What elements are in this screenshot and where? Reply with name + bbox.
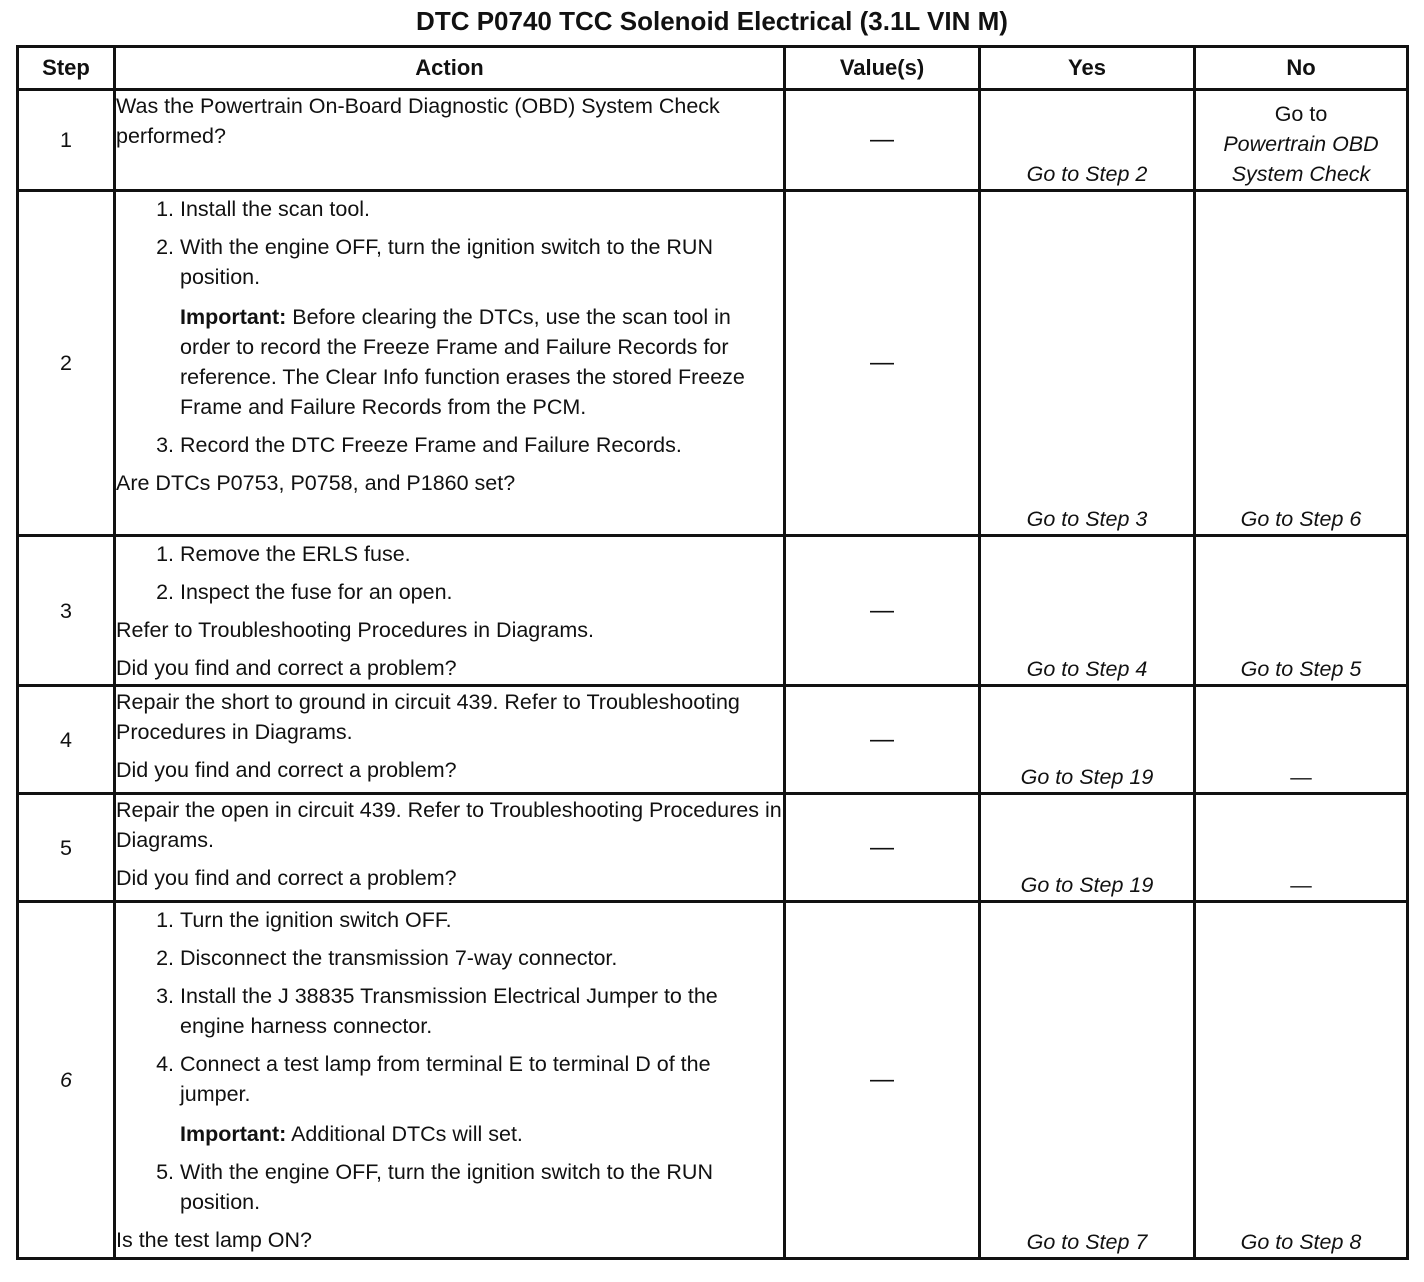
action-cell bbox=[115, 902, 785, 1259]
table-row bbox=[18, 191, 1408, 536]
list-item: 2. Disconnect the transmission 7-way connector. bbox=[180, 943, 783, 973]
header-action: Action bbox=[115, 47, 785, 90]
list-item: 2. Inspect the fuse for an open. bbox=[180, 577, 783, 607]
value-cell: — bbox=[785, 902, 980, 1259]
step-number: 3 bbox=[18, 536, 115, 686]
value-cell: — bbox=[785, 686, 980, 794]
yes-cell bbox=[980, 902, 1195, 1259]
yes-cell bbox=[980, 90, 1195, 191]
important-note bbox=[180, 302, 783, 422]
action-question: Did you find and correct a problem? bbox=[116, 656, 457, 680]
list-item: 2. With the engine OFF, turn the ignition switch to the RUN position. Important: Before clearing the DTCs, use the scan tool in order to record the Freeze Frame and Failure Records for reference. The Clear Info function erases the stored Freeze Frame and Failure Records from the PCM. bbox=[180, 232, 783, 422]
table-row bbox=[18, 90, 1408, 191]
value-cell: — bbox=[785, 794, 980, 902]
no-prefix: Go to bbox=[1274, 102, 1328, 126]
list-item: 3. Record the DTC Freeze Frame and Failure Records. bbox=[180, 430, 783, 460]
important-text: Before clearing the DTCs, use the scan tool in order to record the Freeze Frame and Failure Records for reference. The Clear Info function erases the stored Freeze Frame and Failure Records from the PCM. bbox=[180, 305, 745, 419]
action-question: Is the test lamp ON? bbox=[116, 1228, 312, 1252]
no-cell: — bbox=[1195, 686, 1408, 794]
list-item: 1. Install the scan tool. bbox=[180, 194, 783, 224]
action-list bbox=[116, 905, 783, 1217]
step-number: 5 bbox=[18, 794, 115, 902]
table-row bbox=[18, 686, 1408, 794]
header-no: No bbox=[1195, 47, 1408, 90]
action-cell bbox=[115, 191, 785, 536]
step-number: 4 bbox=[18, 686, 115, 794]
action-question: Are DTCs P0753, P0758, and P1860 set? bbox=[116, 471, 516, 495]
no-link[interactable]: Powertrain OBD System Check bbox=[1223, 132, 1379, 186]
yes-link[interactable]: Go to Step 7 bbox=[1026, 1230, 1148, 1254]
no-cell bbox=[1195, 191, 1408, 536]
value-cell: — bbox=[785, 191, 980, 536]
list-item: 5. With the engine OFF, turn the ignition switch to the RUN position. bbox=[180, 1157, 783, 1217]
yes-cell bbox=[980, 536, 1195, 686]
list-item: 1. Turn the ignition switch OFF. bbox=[180, 905, 783, 935]
important-label: Important: bbox=[180, 305, 287, 329]
header-yes: Yes bbox=[980, 47, 1195, 90]
value-cell: — bbox=[785, 536, 980, 686]
action-cell bbox=[115, 794, 785, 902]
refer-text: Refer to Troubleshooting Procedures in Diagrams. bbox=[116, 618, 595, 642]
yes-link[interactable]: Go to Step 3 bbox=[1026, 507, 1148, 531]
no-cell: — bbox=[1195, 794, 1408, 902]
table-row bbox=[18, 902, 1408, 1259]
step-number: 6 bbox=[18, 902, 115, 1259]
action-question: Did you find and correct a problem? bbox=[116, 866, 457, 890]
list-item: 4. Connect a test lamp from terminal E to terminal D of the jumper. Important: Additional DTCs will set. bbox=[180, 1049, 783, 1149]
step-number: 1 bbox=[18, 90, 115, 191]
no-cell bbox=[1195, 536, 1408, 686]
action-text: Repair the open in circuit 439. Refer to Troubleshooting Procedures in Diagrams. bbox=[116, 798, 782, 852]
action-text: Repair the short to ground in circuit 439. Refer to Troubleshooting Procedures in Diagrams. bbox=[116, 690, 740, 744]
action-cell bbox=[115, 536, 785, 686]
yes-cell bbox=[980, 686, 1195, 794]
table-row bbox=[18, 536, 1408, 686]
diagnostic-table bbox=[16, 45, 1409, 1260]
header-step: Step bbox=[18, 47, 115, 90]
important-text: Additional DTCs will set. bbox=[291, 1122, 523, 1146]
action-question: Did you find and correct a problem? bbox=[116, 758, 457, 782]
important-note bbox=[180, 1119, 783, 1149]
yes-link[interactable]: Go to Step 2 bbox=[1026, 162, 1148, 186]
yes-link[interactable]: Go to Step 19 bbox=[1020, 873, 1154, 897]
yes-link[interactable]: Go to Step 4 bbox=[1026, 657, 1148, 681]
no-cell bbox=[1195, 90, 1408, 191]
table-header-row bbox=[18, 47, 1408, 90]
action-cell bbox=[115, 686, 785, 794]
no-cell bbox=[1195, 902, 1408, 1259]
action-list bbox=[116, 194, 783, 460]
yes-cell bbox=[980, 191, 1195, 536]
no-link[interactable]: Go to Step 6 bbox=[1240, 507, 1362, 531]
list-item: 1. Remove the ERLS fuse. bbox=[180, 539, 783, 569]
value-cell: — bbox=[785, 90, 980, 191]
step-number: 2 bbox=[18, 191, 115, 536]
list-item: 3. Install the J 38835 Transmission Electrical Jumper to the engine harness connector. bbox=[180, 981, 783, 1041]
no-link[interactable]: Go to Step 8 bbox=[1240, 1230, 1362, 1254]
yes-link[interactable]: Go to Step 19 bbox=[1020, 765, 1154, 789]
action-cell bbox=[115, 90, 785, 191]
action-list bbox=[116, 539, 783, 607]
action-question: Was the Powertrain On-Board Diagnostic (OBD) System Check performed? bbox=[116, 94, 720, 148]
no-link[interactable]: Go to Step 5 bbox=[1240, 657, 1362, 681]
header-values: Value(s) bbox=[785, 47, 980, 90]
yes-cell bbox=[980, 794, 1195, 902]
important-label: Important: bbox=[180, 1122, 287, 1146]
page-title: DTC P0740 TCC Solenoid Electrical (3.1L VIN M) bbox=[416, 6, 1008, 36]
table-row bbox=[18, 794, 1408, 902]
